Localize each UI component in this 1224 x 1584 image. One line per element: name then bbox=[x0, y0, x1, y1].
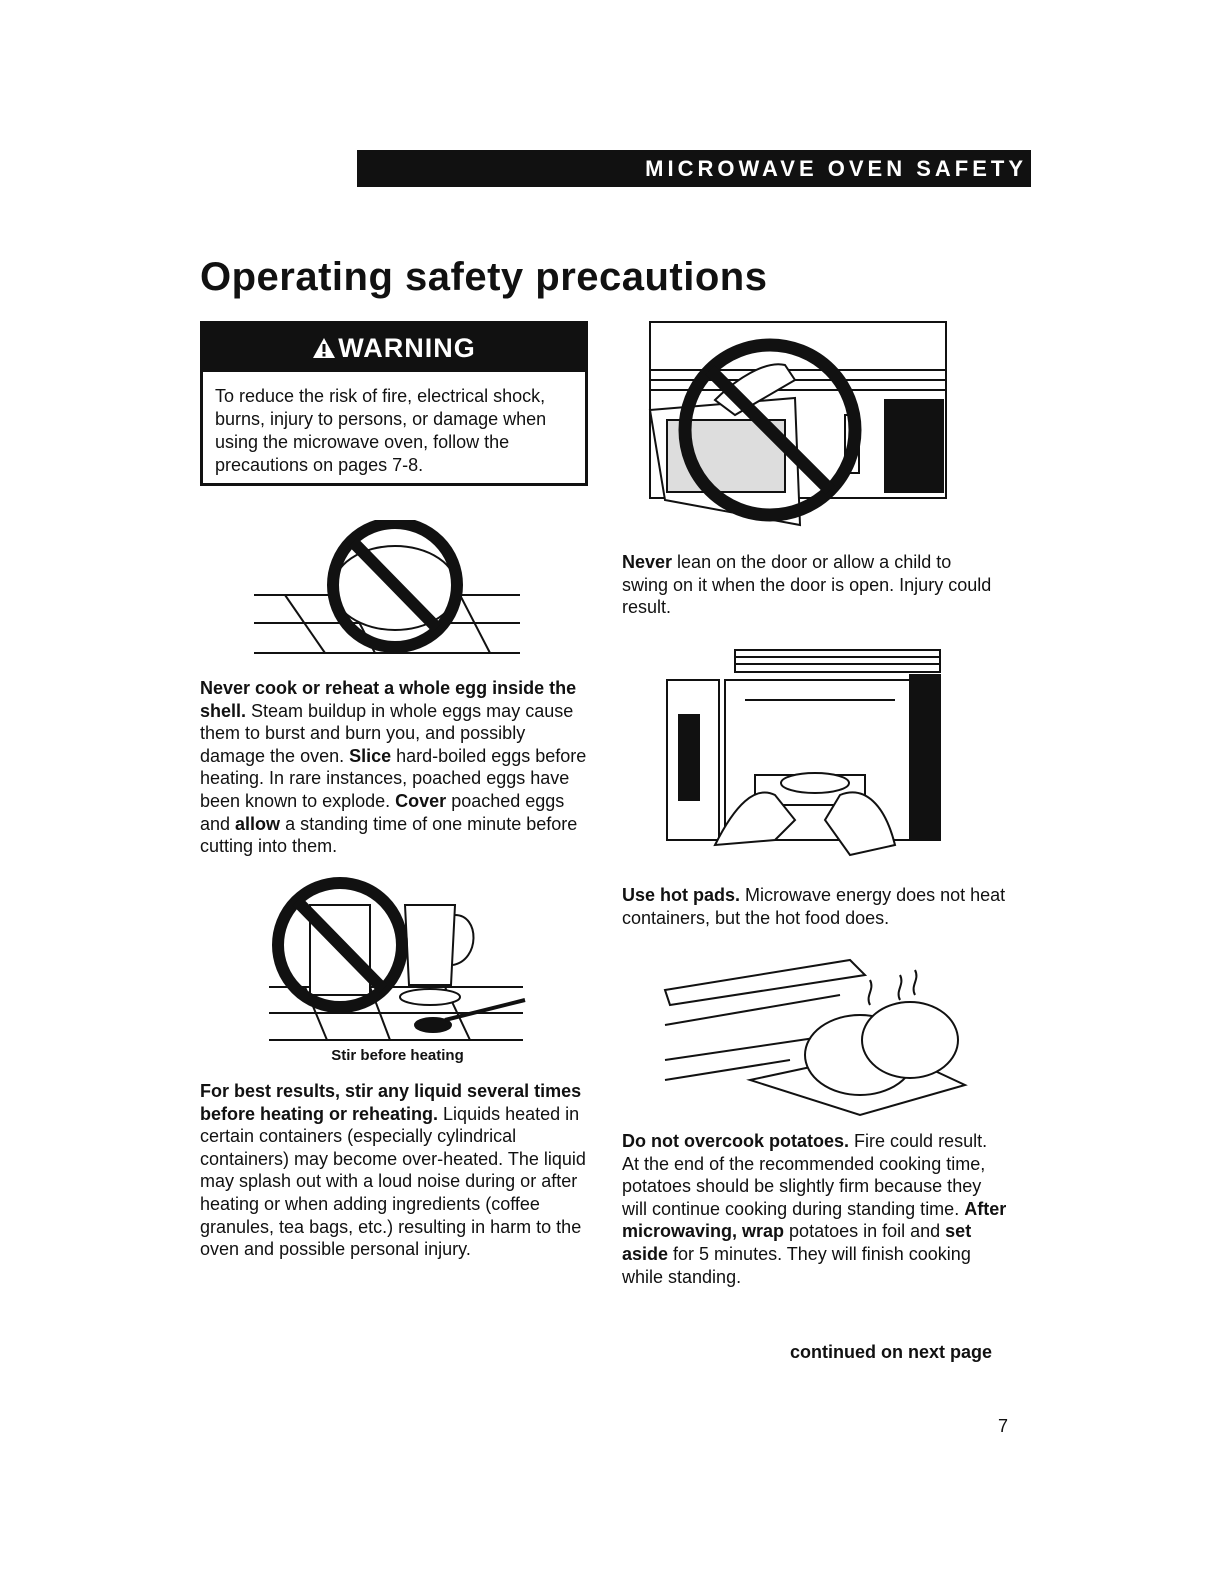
warning-text: To reduce the risk of fire, electrical shock, burns, injury to persons, or damage when using the microwave oven, follow the precautions on pages 7-8. bbox=[215, 386, 547, 475]
egg-bold-4: allow bbox=[235, 813, 281, 834]
stir-bold-1: For best results, stir any liquid several times before heating or reheating. bbox=[200, 1081, 582, 1124]
potatoes-precaution-text bbox=[622, 1130, 1007, 1288]
warning-header bbox=[203, 324, 585, 372]
egg-prohibited-illustration bbox=[250, 520, 525, 660]
hot-pads-precaution-text bbox=[622, 884, 1007, 929]
potatoes-bold-1: Do not overcook potatoes. bbox=[622, 1131, 850, 1151]
door-precaution-text bbox=[622, 551, 1002, 619]
hot-pads-bold-1: Use hot pads. bbox=[622, 885, 741, 905]
warning-label: WARNING bbox=[338, 332, 476, 363]
stir-precaution-text bbox=[200, 1080, 590, 1261]
mugs-stir-illustration bbox=[265, 875, 530, 1043]
section-header-label: MICROWAVE OVEN SAFETY bbox=[645, 156, 1027, 181]
potatoes-text-1: Fire could result. At the end of the recommended cooking time, potatoes should be slightly firm because they will continue cooking during standing time. bbox=[622, 1131, 988, 1219]
egg-bold-2: Slice bbox=[349, 745, 392, 766]
potatoes-text-2: potatoes in foil and bbox=[784, 1221, 946, 1242]
potatoes-illustration bbox=[660, 955, 970, 1120]
continued-note: continued on next page bbox=[790, 1342, 993, 1362]
stir-caption: Stir before heating bbox=[331, 1047, 464, 1064]
warning-box bbox=[200, 321, 588, 486]
egg-text-1: Steam buildup in whole eggs may cause them to burst and burn you, and possibly damage the oven. bbox=[200, 700, 574, 766]
hot-pads-illustration bbox=[665, 645, 945, 870]
hot-pads-text-1: Microwave energy does not heat containers, but the hot food does. bbox=[622, 885, 1006, 928]
potatoes-text-3: for 5 minutes. They will finish cooking while standing. bbox=[622, 1243, 971, 1287]
potatoes-bold-3: set aside bbox=[622, 1221, 972, 1264]
door-bold-1: Never bbox=[622, 552, 673, 572]
egg-bold-3: Cover bbox=[395, 790, 447, 811]
page-title: Operating safety precautions bbox=[200, 255, 768, 299]
section-header-bar bbox=[357, 150, 1031, 187]
door-prohibited-illustration bbox=[645, 320, 950, 530]
egg-text-3: poached eggs and bbox=[200, 790, 565, 834]
page-number: 7 bbox=[998, 1416, 1009, 1436]
warning-triangle-icon bbox=[312, 337, 336, 359]
egg-bold-1: Never cook or reheat a whole egg inside the shell. bbox=[200, 678, 577, 721]
stir-text-1: Liquids heated in certain containers (especially cylindrical containers) may become over-heated. The liquid may splash out with a loud noise during or after heating or when adding ingredients (coffee granules, tea bags, etc.) resulting in harm to the oven and possible personal injury. bbox=[200, 1103, 586, 1260]
door-text-1: lean on the door or allow a child to swing on it when the door is open. Injury could result. bbox=[622, 552, 992, 618]
egg-text-4: a standing time of one minute before cutting into them. bbox=[200, 813, 578, 857]
egg-precaution-text bbox=[200, 677, 590, 858]
potatoes-bold-2: After microwaving, wrap bbox=[622, 1198, 1007, 1242]
egg-text-2: hard-boiled eggs before heating. In rare instances, poached eggs have been known to explode. bbox=[200, 745, 587, 811]
